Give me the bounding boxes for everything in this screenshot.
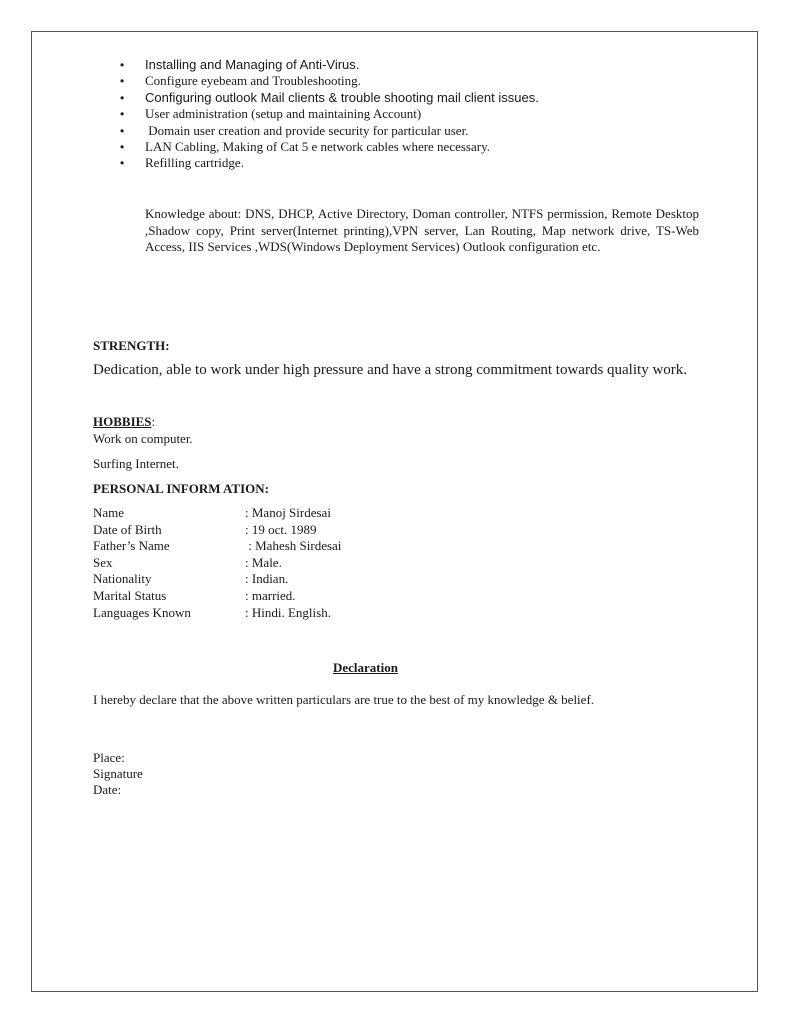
skill-item: • User administration (setup and maintaining Account) [120,106,422,122]
personal-value: : Male. [245,554,282,570]
skill-item: • Configuring outlook Mail clients & trouble shooting mail client issues. [120,89,539,105]
personal-label: Sex [93,554,113,570]
personal-label: Marital Status [93,587,167,603]
personal-value: : Hindi. English. [245,604,331,620]
personal-value: : Indian. [245,571,289,587]
personal-label: Languages Known [93,604,191,620]
personal-value: : Manoj Sirdesai [245,505,331,520]
strength-text: Dedication, able to work under high pressure and have a strong commitment towards quality work. [93,362,688,378]
signature-label: Signature [93,766,143,781]
bullet-icon: • [120,123,125,138]
table-row [93,571,341,588]
hobbies-heading-text: HOBBIES [93,414,152,429]
personal-label: Name [93,505,125,520]
table-row [93,605,341,622]
table-row [93,588,341,605]
skill-item: • Configure eyebeam and Troubleshooting. [120,73,361,89]
personal-label: Date of Birth [93,521,162,537]
table-row [93,555,341,572]
place-label: Place: [93,750,125,765]
skills-list [93,57,539,172]
declaration-title: Declaration [333,660,398,675]
personal-value: : Mahesh Sirdesai [245,538,342,554]
bullet-icon: • [120,90,125,105]
date-label: Date: [93,782,122,797]
skill-item: • LAN Cabling, Making of Cat 5 e network cables where necessary. [120,138,490,154]
skill-item: • Domain user creation and provide security for particular user. [120,122,469,138]
personal-value: : 19 oct. 1989 [245,521,317,537]
hobby-item: Work on computer. [93,431,193,446]
personal-label: Nationality [93,571,152,587]
personal-label: Father’s Name [93,538,170,554]
table-row [93,522,341,539]
hobby-item: Surfing Internet. [93,456,179,471]
skill-item: • Installing and Managing of Anti-Virus. [120,57,360,72]
hobbies-colon: : [151,414,156,429]
personal-info-heading: PERSONAL INFORM ATION: [93,481,269,496]
declaration-text: I hereby declare that the above written particulars are true to the best of my knowledge & belief. [93,692,595,707]
bullet-icon: • [120,156,125,171]
bullet-icon: • [120,74,125,89]
bullet-icon: • [120,58,125,72]
hobbies-heading [93,414,155,430]
personal-value: : married. [245,587,296,603]
bullet-icon: • [120,139,125,154]
strength-heading: STRENGTH: [93,338,170,353]
personal-info-table [93,505,341,621]
knowledge-paragraph: Knowledge about: DNS, DHCP, Active Directory, Doman controller, NTFS permission, Remote Desktop ,Shadow copy, Print server(Internet printing),VPN server, Lan Routing, Map network drive, TS-Web Access, IIS Services ,WDS(Windows Deployment Services) Outlook configuration etc. [145,206,699,254]
table-row [93,505,341,522]
skill-item: • Refilling cartridge. [120,155,244,171]
bullet-icon: • [120,107,125,122]
table-row [93,538,341,555]
